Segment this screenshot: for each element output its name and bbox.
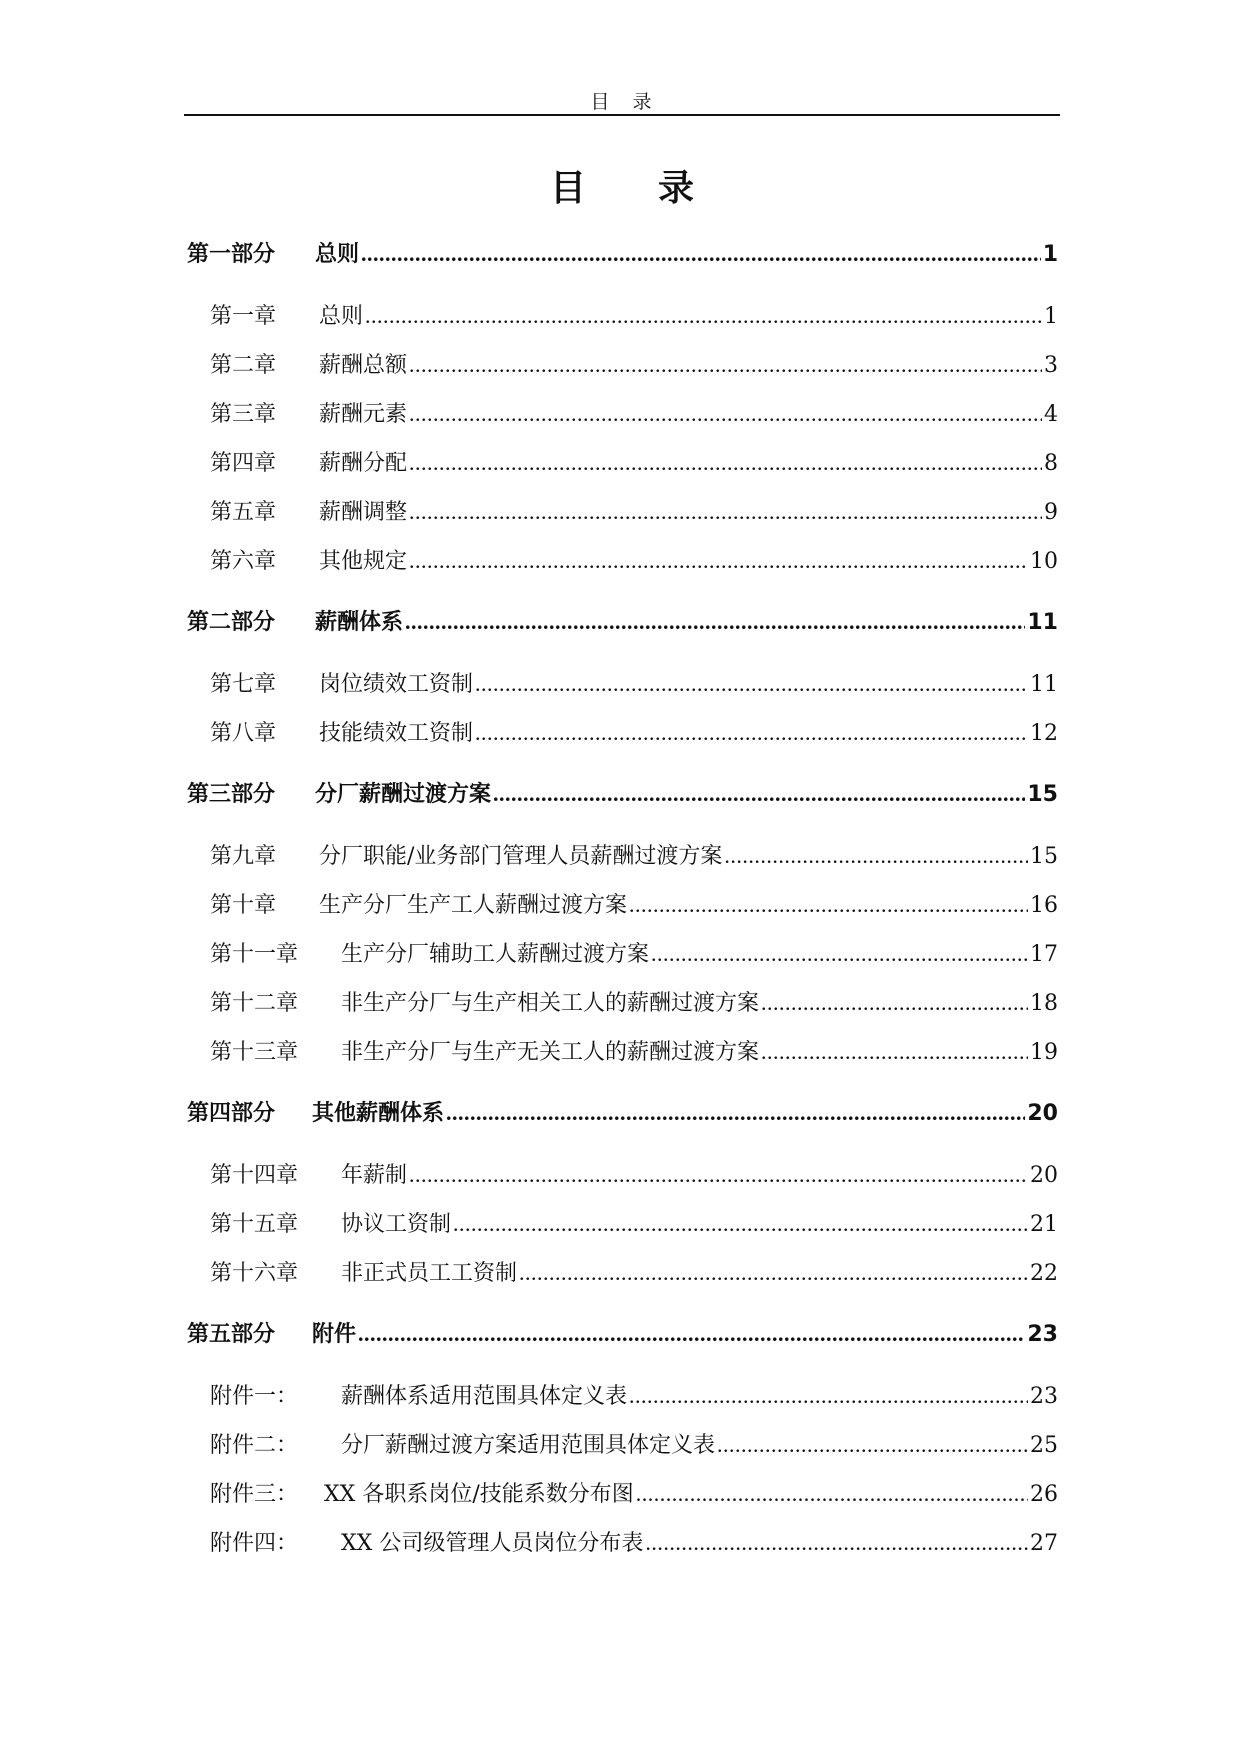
- toc-leader: [361, 241, 1041, 267]
- toc-chapter-11[interactable]: [210, 937, 1058, 968]
- toc-leader: [409, 499, 1042, 525]
- toc-number: 第五部分: [187, 1322, 276, 1347]
- running-header: 目 录: [590, 91, 654, 113]
- toc-title: 生产分厂生产工人薪酬过渡方案: [319, 893, 628, 918]
- toc-page: 15: [1030, 844, 1058, 869]
- toc-leader: [409, 352, 1042, 378]
- toc-part-1[interactable]: [187, 237, 1058, 268]
- toc-chapter-15[interactable]: [210, 1207, 1058, 1238]
- toc-title: 分厂薪酬过渡方案适用范围具体定义表: [341, 1433, 716, 1458]
- toc-number: 第十二章: [210, 991, 299, 1016]
- toc-part-2[interactable]: [187, 605, 1058, 636]
- toc-leader: [358, 1321, 1025, 1347]
- toc-leader: [636, 1481, 1028, 1507]
- toc-page: 9: [1044, 500, 1058, 525]
- toc-number: 第十一章: [210, 942, 299, 967]
- toc-number: 第三章: [210, 402, 277, 427]
- toc-title: 非生产分厂与生产相关工人的薪酬过渡方案: [341, 991, 760, 1016]
- toc-title: 总则: [315, 242, 360, 267]
- toc-page: 11: [1030, 672, 1058, 697]
- toc-leader: [651, 941, 1028, 967]
- toc-number: 第十五章: [210, 1212, 299, 1237]
- toc-leader: [717, 1432, 1028, 1458]
- toc-title: 薪酬总额: [319, 353, 408, 378]
- toc-chapter-1[interactable]: [210, 299, 1058, 330]
- toc-number: 第二部分: [187, 610, 276, 635]
- toc-page: 8: [1044, 451, 1058, 476]
- toc-chapter-7[interactable]: [210, 667, 1058, 698]
- toc-chapter-6[interactable]: [210, 544, 1058, 575]
- toc-title: 技能绩效工资制: [319, 721, 474, 746]
- page-title: 目 录: [549, 168, 694, 209]
- toc-page: 26: [1030, 1482, 1058, 1507]
- toc-leader: [629, 892, 1028, 918]
- toc-chapter-5[interactable]: [210, 495, 1058, 526]
- toc-number: 附件三：: [210, 1482, 299, 1507]
- toc-leader: [724, 843, 1028, 869]
- toc-number: 第五章: [210, 500, 277, 525]
- toc-title: 年薪制: [341, 1163, 408, 1188]
- toc-title: 总则: [319, 304, 364, 329]
- toc-number: 第六章: [210, 549, 277, 574]
- toc-chapter-12[interactable]: [210, 986, 1058, 1017]
- toc-chapter-4[interactable]: [210, 446, 1058, 477]
- toc-page: 25: [1030, 1433, 1058, 1458]
- toc-title: 分厂职能/业务部门管理人员薪酬过渡方案: [319, 844, 723, 869]
- toc-chapter-9[interactable]: [210, 839, 1058, 870]
- toc-title: 薪酬调整: [319, 500, 408, 525]
- toc-title: 非生产分厂与生产无关工人的薪酬过渡方案: [341, 1040, 760, 1065]
- toc-title: 生产分厂辅助工人薪酬过渡方案: [341, 942, 650, 967]
- toc-number: 附件二：: [210, 1433, 299, 1458]
- toc-number: 第十三章: [210, 1040, 299, 1065]
- toc-number: 第一章: [210, 304, 277, 329]
- toc-part-5[interactable]: [187, 1317, 1058, 1348]
- toc-chapter-13[interactable]: [210, 1035, 1058, 1066]
- toc-leader: [761, 990, 1028, 1016]
- toc-part-3[interactable]: [187, 777, 1058, 808]
- toc-chapter-14[interactable]: [210, 1158, 1058, 1189]
- toc-part-4[interactable]: [187, 1096, 1058, 1127]
- toc-number: 第四章: [210, 451, 277, 476]
- toc-page: 21: [1030, 1212, 1058, 1237]
- toc-appendix-4[interactable]: [210, 1526, 1058, 1557]
- toc-title: 薪酬体系适用范围具体定义表: [341, 1384, 628, 1409]
- toc-title: 附件: [312, 1322, 357, 1347]
- toc-leader: [475, 720, 1028, 746]
- toc-page: 18: [1030, 991, 1058, 1016]
- toc-number: 第十六章: [210, 1261, 299, 1286]
- toc-page: 15: [1027, 782, 1058, 807]
- toc-number: 第十章: [210, 893, 277, 918]
- toc-page: 27: [1030, 1531, 1058, 1556]
- toc-page: 16: [1030, 893, 1058, 918]
- toc-leader: [475, 671, 1028, 697]
- toc-title: 非正式员工工资制: [341, 1261, 518, 1286]
- toc-leader: [409, 401, 1042, 427]
- toc-number: 第九章: [210, 844, 277, 869]
- toc-page: 22: [1030, 1261, 1058, 1286]
- toc-number: 第八章: [210, 721, 277, 746]
- toc-chapter-10[interactable]: [210, 888, 1058, 919]
- toc-number: 第二章: [210, 353, 277, 378]
- toc-number: 第四部分: [187, 1101, 276, 1126]
- toc-leader: [405, 609, 1025, 635]
- toc-number: 第七章: [210, 672, 277, 697]
- toc-leader: [493, 781, 1025, 807]
- toc-chapter-2[interactable]: [210, 348, 1058, 379]
- toc-leader: [409, 1162, 1028, 1188]
- toc-page: 12: [1030, 721, 1058, 746]
- toc-title: 薪酬分配: [319, 451, 408, 476]
- toc-leader: [629, 1383, 1028, 1409]
- toc-page: 1: [1042, 242, 1058, 267]
- toc-page: 23: [1027, 1322, 1058, 1347]
- toc-title: XX 各职系岗位/技能系数分布图: [324, 1482, 634, 1507]
- toc-page: 11: [1027, 610, 1058, 635]
- toc-title: 岗位绩效工资制: [319, 672, 474, 697]
- toc-page: 1: [1044, 304, 1058, 329]
- toc-page: 10: [1030, 549, 1058, 574]
- toc-title: 其他薪酬体系: [312, 1101, 445, 1126]
- toc-leader: [446, 1100, 1025, 1126]
- toc-leader: [645, 1530, 1028, 1556]
- toc-chapter-3[interactable]: [210, 397, 1058, 428]
- toc-page: 19: [1030, 1040, 1058, 1065]
- toc-appendix-1[interactable]: [210, 1379, 1058, 1410]
- toc-chapter-16[interactable]: [210, 1256, 1058, 1287]
- toc-title: 薪酬体系: [315, 610, 404, 635]
- toc-title: 其他规定: [319, 549, 408, 574]
- toc-page: 20: [1030, 1163, 1058, 1188]
- toc-page: 23: [1030, 1384, 1058, 1409]
- toc-appendix-3[interactable]: [210, 1477, 1058, 1508]
- toc-title: 协议工资制: [341, 1212, 452, 1237]
- toc-page: 3: [1044, 353, 1058, 378]
- toc-title: XX 公司级管理人员岗位分布表: [341, 1531, 644, 1556]
- toc-chapter-8[interactable]: [210, 716, 1058, 747]
- toc-title: 薪酬元素: [319, 402, 408, 427]
- toc-page: 4: [1044, 402, 1058, 427]
- toc-leader: [365, 303, 1042, 329]
- toc-leader: [453, 1211, 1028, 1237]
- toc-number: 附件四：: [210, 1531, 299, 1556]
- toc-leader: [519, 1260, 1028, 1286]
- toc-number: 第三部分: [187, 782, 276, 807]
- toc-title: 分厂薪酬过渡方案: [315, 782, 492, 807]
- toc-appendix-2[interactable]: [210, 1428, 1058, 1459]
- toc-number: 附件一：: [210, 1384, 299, 1409]
- toc-number: 第十四章: [210, 1163, 299, 1188]
- toc-leader: [409, 548, 1028, 574]
- toc-leader: [761, 1039, 1028, 1065]
- toc-page: 17: [1030, 942, 1058, 967]
- toc-leader: [409, 450, 1042, 476]
- toc-number: 第一部分: [187, 242, 276, 267]
- toc-page: 20: [1027, 1101, 1058, 1126]
